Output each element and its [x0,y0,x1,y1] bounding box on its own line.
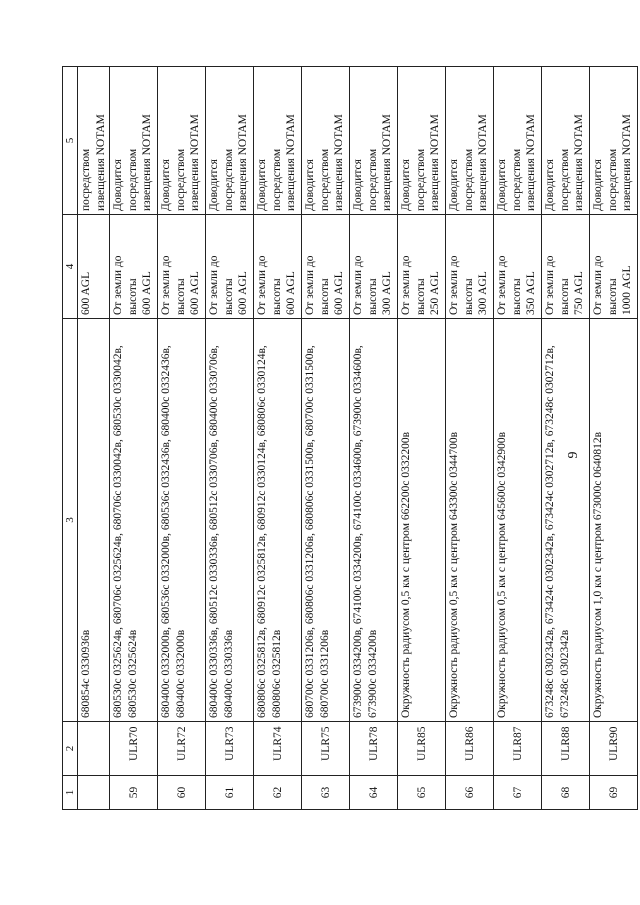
zone-code: ULR73 [206,722,254,776]
row-number: 61 [206,776,254,810]
activation-notice: Доводится посредством извещения NOTAM [158,67,206,215]
activation-notice: Доводится посредством извещения NOTAM [542,67,590,215]
zone-boundary: 680854с 0330936в [78,319,110,722]
zone-code: ULR74 [254,722,302,776]
altitude-limits: От земли до высоты 300 AGL [446,215,494,319]
row-number: 69 [590,776,638,810]
activation-notice: Доводится посредством извещения NOTAM [446,67,494,215]
zone-code [78,722,110,776]
altitude-limits: От земли до высоты 1000 AGL [590,215,638,319]
row-number: 64 [350,776,398,810]
zone-code: ULR86 [446,722,494,776]
table-row [78,67,110,810]
row-number: 62 [254,776,302,810]
activation-notice: Доводится посредством извещения NOTAM [254,67,302,215]
table-body [78,67,638,810]
zone-boundary: 680806с 0325812в, 680912с 0325812в, 680912с 0330124в, 680806с 0330124в, 680806с 0325812в [254,319,302,722]
altitude-limits: От земли до высоты 600 AGL [158,215,206,319]
zone-boundary: Окружность радиусом 0,5 км с центром 643300с 0344700в [446,319,494,722]
row-number: 67 [494,776,542,810]
zone-boundary: 673900с 0334200в, 674100с 0334200в, 674100с 0334600в, 673900с 0334600в, 673900с 0334200в [350,319,398,722]
activation-notice: Доводится посредством извещения NOTAM [302,67,350,215]
zone-code: ULR88 [542,722,590,776]
altitude-limits: 600 AGL [78,215,110,319]
altitude-limits: От земли до высоты 300 AGL [350,215,398,319]
altitude-limits: От земли до высоты 350 AGL [494,215,542,319]
row-number [78,776,110,810]
zone-code: ULR85 [398,722,446,776]
activation-notice: Доводится посредством извещения NOTAM [494,67,542,215]
table-row [254,67,302,810]
column-header-3: 3 [63,319,78,722]
table-row [206,67,254,810]
table-row [350,67,398,810]
activation-notice: посредством извещения NOTAM [78,67,110,215]
table-row [398,67,446,810]
zone-code: ULR70 [110,722,158,776]
row-number: 66 [446,776,494,810]
table-header [63,67,78,810]
table-row [110,67,158,810]
zone-code: ULR75 [302,722,350,776]
page-number: 9 [566,451,581,459]
altitude-limits: От земли до высоты 250 AGL [398,215,446,319]
airspace-table [62,66,638,810]
table-row [494,67,542,810]
row-number: 68 [542,776,590,810]
zone-boundary: 673248с 0302342в, 673424с 0302342в, 673424с 0302712в, 673248с 0302712в, 673248с 0302342в [542,319,590,722]
zone-boundary: Окружность радиусом 0,5 км с центром 662200с 0332200в [398,319,446,722]
table-row [446,67,494,810]
table-row [302,67,350,810]
zone-code: ULR87 [494,722,542,776]
activation-notice: Доводится посредством извещения NOTAM [206,67,254,215]
row-number: 60 [158,776,206,810]
table-row [542,67,590,810]
zone-code: ULR72 [158,722,206,776]
zone-code: ULR78 [350,722,398,776]
altitude-limits: От земли до высоты 600 AGL [302,215,350,319]
zone-code: ULR90 [590,722,638,776]
row-number: 63 [302,776,350,810]
zone-boundary: Окружность радиусом 0,5 км с центром 645600с 0342900в [494,319,542,722]
table-row [158,67,206,810]
row-number: 59 [110,776,158,810]
row-number: 65 [398,776,446,810]
altitude-limits: От земли до высоты 750 AGL [542,215,590,319]
column-header-1: 1 [63,776,78,810]
activation-notice: Доводится посредством извещения NOTAM [110,67,158,215]
column-header-4: 4 [63,215,78,319]
zone-boundary: 680400с 0332000в, 680536с 0332000в, 680536с 0332436в, 680400с 0332436в, 680400с 0332000в [158,319,206,722]
column-header-5: 5 [63,67,78,215]
activation-notice: Доводится посредством извещения NOTAM [590,67,638,215]
column-header-2: 2 [63,722,78,776]
activation-notice: Доводится посредством извещения NOTAM [350,67,398,215]
activation-notice: Доводится посредством извещения NOTAM [398,67,446,215]
zone-boundary: Окружность радиусом 1,0 км с центром 673000с 0640812в [590,319,638,722]
zone-boundary: 680700с 0331206в, 680806с 0331206в, 680806с 0331500в, 680700с 0331500в, 680700с 0331206в [302,319,350,722]
altitude-limits: От земли до высоты 600 AGL [110,215,158,319]
altitude-limits: От земли до высоты 600 AGL [254,215,302,319]
zone-boundary: 680530с 0325624в, 680706с 0325624в, 680706с 0330042в, 680530с 0330042в, 680530с 0325624в [110,319,158,722]
table-row [590,67,638,810]
zone-boundary: 680400с 0330336в, 680512с 0330336в, 680512с 0330706в, 680400с 0330706в, 680400с 0330336в [206,319,254,722]
altitude-limits: От земли до высоты 600 AGL [206,215,254,319]
